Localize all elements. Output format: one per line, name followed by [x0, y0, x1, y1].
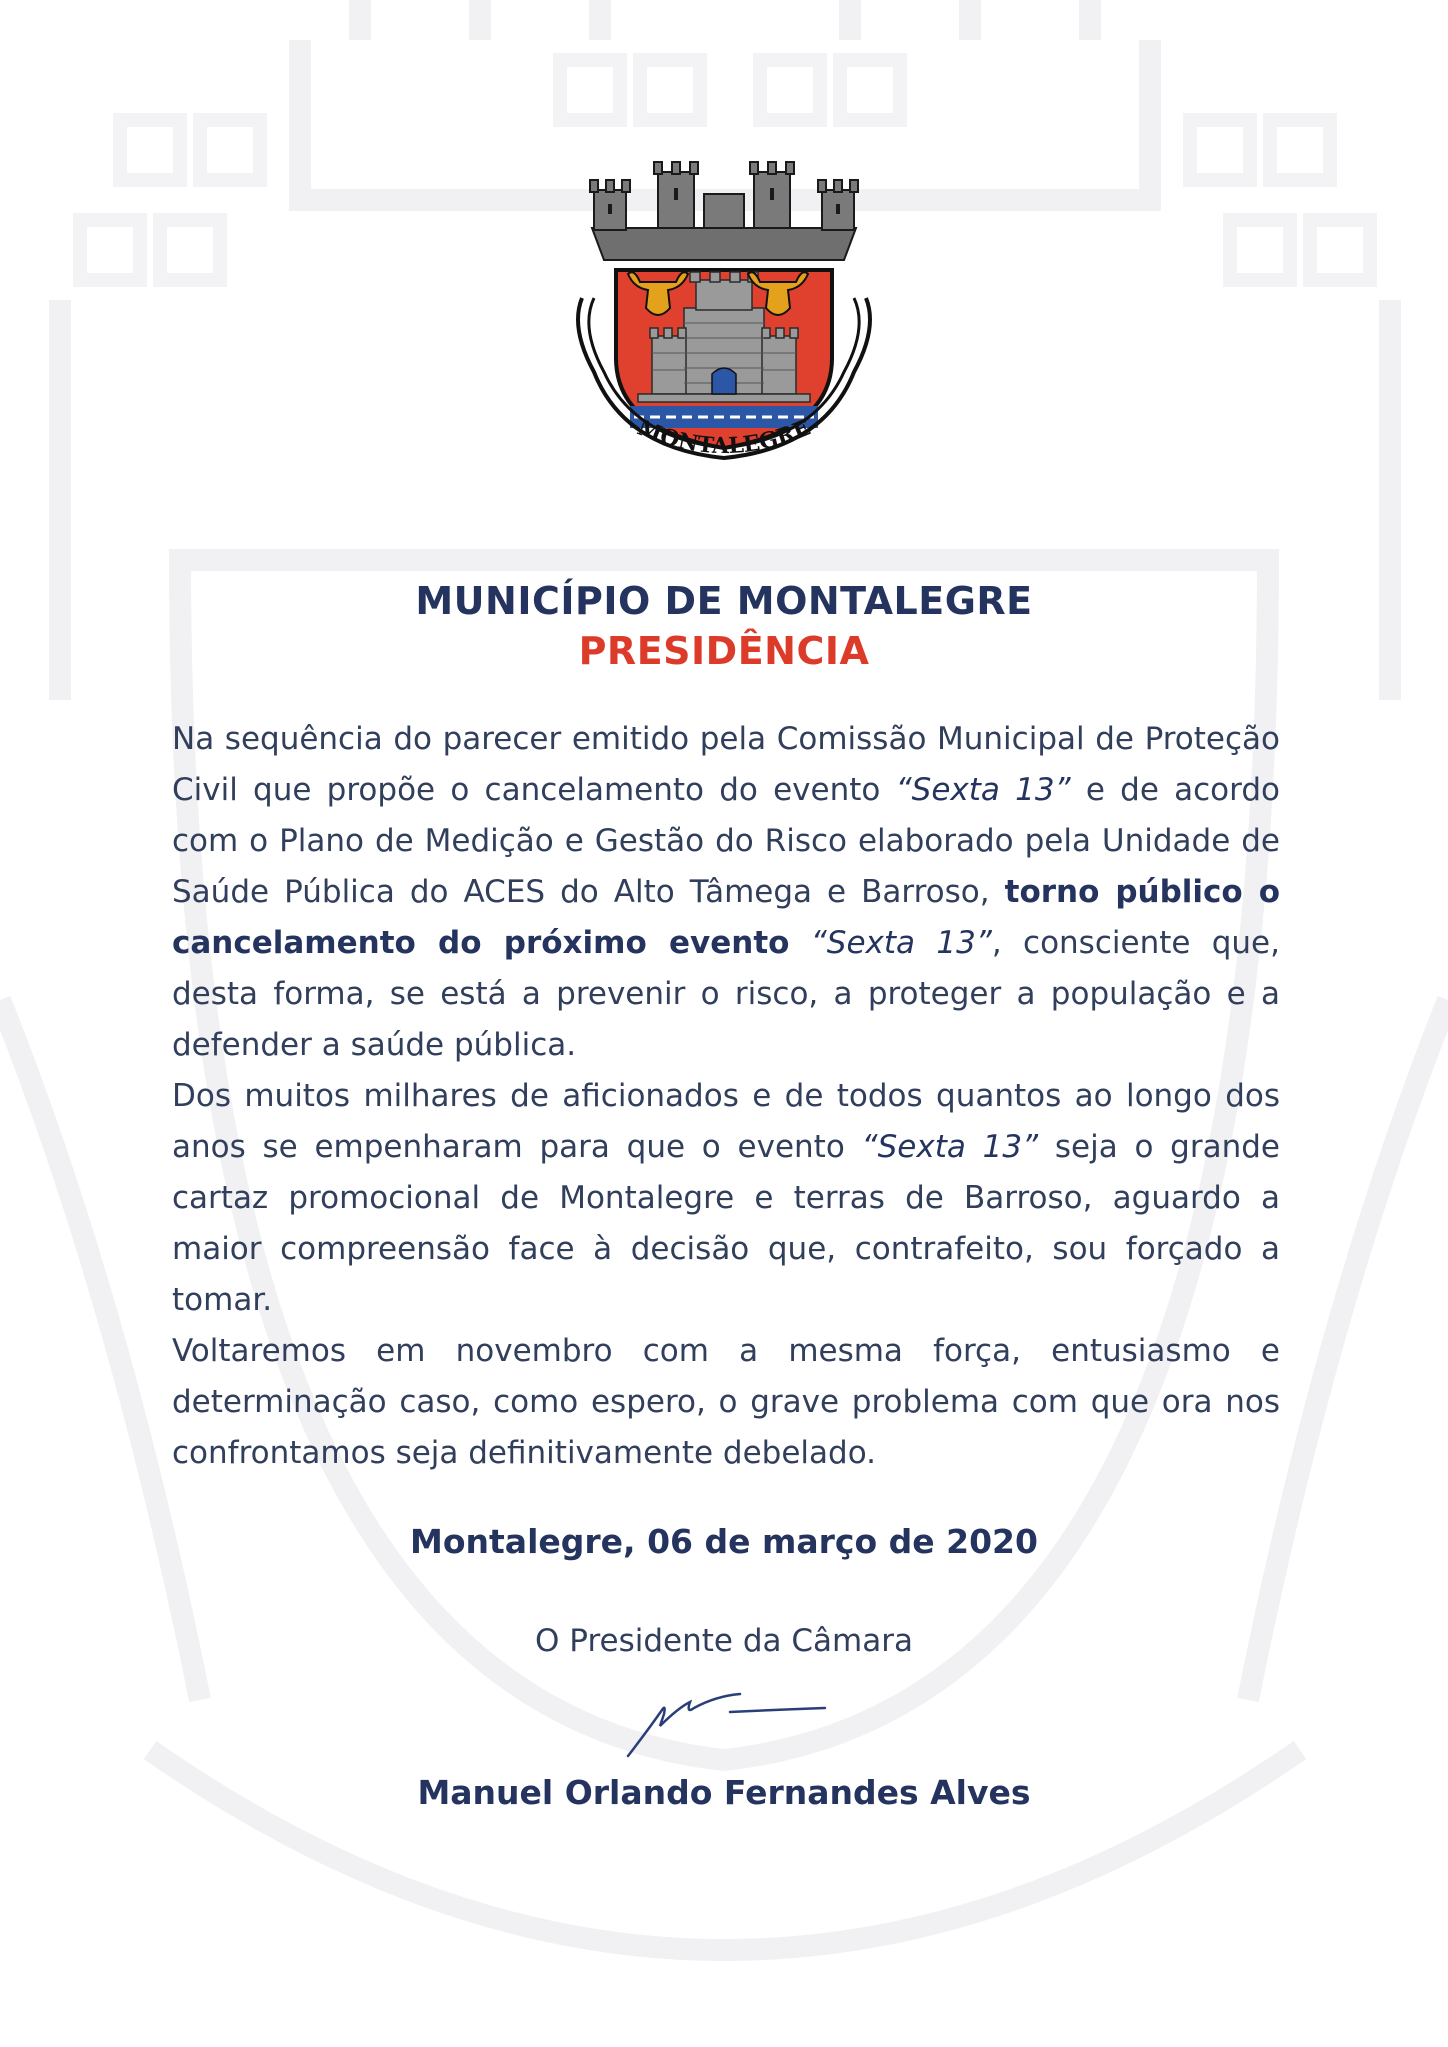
- signer-name: Manuel Orlando Fernandes Alves: [417, 1773, 1031, 1812]
- paragraph-2: Dos muitos milhares de aficionados e de todos quantos ao longo dos anos se empenharam para que o evento “Sexta 13” seja o grande cartaz promocional de Montalegre e terras de Barroso, aguardo a maior compreensão face à decisão que, contrafeito, sou forçado a tomar.: [172, 1078, 1280, 1318]
- page-title: MUNICÍPIO DE MONTALEGRE: [415, 579, 1033, 623]
- event-name-emphasis: “Sexta 13”: [861, 1129, 1039, 1165]
- handwritten-signature: [620, 1680, 830, 1760]
- page-subtitle: PRESIDÊNCIA: [578, 629, 870, 673]
- letter-body: [172, 714, 1280, 1479]
- event-name-emphasis: “Sexta 13”: [810, 925, 992, 961]
- crest-banner-text: MONTALEGRE: [633, 414, 815, 460]
- bold-announcement: torno público o cancelamento do próximo evento: [172, 874, 1280, 961]
- signer-role: O Presidente da Câmara: [535, 1623, 913, 1659]
- montalegre-coat-of-arms: [564, 158, 884, 478]
- event-name-emphasis: “Sexta 13”: [895, 772, 1071, 808]
- paragraph-1: Na sequência do parecer emitido pela Comissão Municipal de Proteção Civil que propõe o cancelamento do evento “Sexta 13” e de acordo com o Plano de Medição e Gestão do Risco elaborado pela Unidade de Saúde Pública do ACES do Alto Tâmega e Barroso, torno público o cancelamento do próximo evento “Sexta 13”, consciente que, desta forma, se está a prevenir o risco, a proteger a população e a defender a saúde pública.: [172, 721, 1280, 1063]
- letter-header: [0, 576, 1448, 676]
- paragraph-3: Voltaremos em novembro com a mesma força, entusiasmo e determinação caso, como espero, o grave problema com que ora nos confrontamos seja definitivamente debelado.: [172, 1333, 1280, 1471]
- dateline: Montalegre, 06 de março de 2020: [410, 1522, 1038, 1561]
